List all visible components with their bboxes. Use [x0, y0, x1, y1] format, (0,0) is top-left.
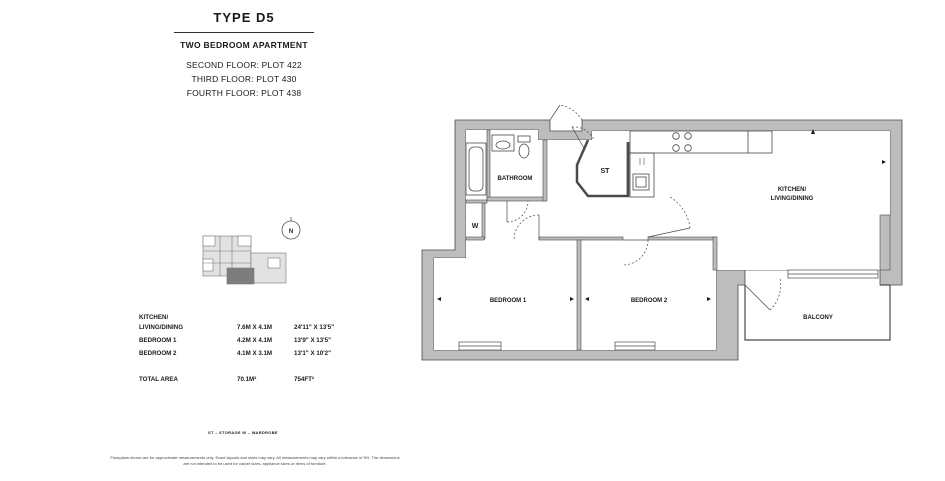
floor-plan	[422, 105, 902, 360]
room-label-balcony: BALCONY	[803, 315, 833, 321]
plot-item: FOURTH FLOOR: PLOT 438	[186, 88, 302, 98]
room-name-line: KITCHEN/	[139, 314, 169, 321]
compass-icon	[282, 217, 300, 239]
exterior-wall-pier	[880, 215, 890, 270]
room-label-bathroom: BATHROOM	[497, 176, 533, 182]
total-label: TOTAL AREA	[139, 376, 178, 383]
room-imperial: 13'9" X 13'5"	[294, 337, 332, 344]
disclaimer: Floorplans shown are for approximate measurements only. Exact layouts and sizes may vary. All measurements may vary within a tolerance of 5%. The dimensions are not intended to be used for carpet sizes, appliance sizes or items of furniture.	[110, 455, 400, 466]
balcony-outline	[745, 285, 890, 340]
room-label-storage: ST	[600, 168, 610, 175]
room-label-living-dining: LIVING/DINING	[770, 196, 814, 202]
room-imperial: 24'11" X 13'5"	[294, 324, 335, 331]
plot-item: THIRD FLOOR: PLOT 430	[191, 74, 297, 84]
compass-label: N	[288, 229, 294, 235]
room-metric: 4.2M X 4.1M	[237, 337, 273, 344]
key-plan	[203, 236, 286, 284]
page-title: TYPE D5	[213, 10, 275, 25]
room-label-bedroom-2: BEDROOM 2	[630, 298, 668, 304]
total-metric: 70.1M²	[237, 376, 257, 383]
plot-item: SECOND FLOOR: PLOT 422	[186, 60, 302, 70]
apartment-type: TWO BEDROOM APARTMENT	[180, 40, 308, 50]
room-name: BEDROOM 1	[139, 337, 177, 344]
room-metric: 7.6M X 4.1M	[237, 324, 273, 331]
room-imperial: 13'1" X 10'2"	[294, 350, 332, 357]
wardrobe-wall	[482, 203, 485, 239]
room-name: BEDROOM 2	[139, 350, 177, 357]
room-metric: 4.1M X 3.1M	[237, 350, 273, 357]
abbreviation-legend: ST – STORAGE W – WARDROBE	[208, 430, 278, 435]
room-name-line: LIVING/DINING	[139, 324, 184, 331]
room-label-kitchen: KITCHEN/	[777, 187, 807, 193]
room-label-bedroom-1: BEDROOM 1	[489, 298, 527, 304]
total-imperial: 754FT²	[294, 376, 314, 383]
room-label-wardrobe: W	[471, 223, 479, 230]
